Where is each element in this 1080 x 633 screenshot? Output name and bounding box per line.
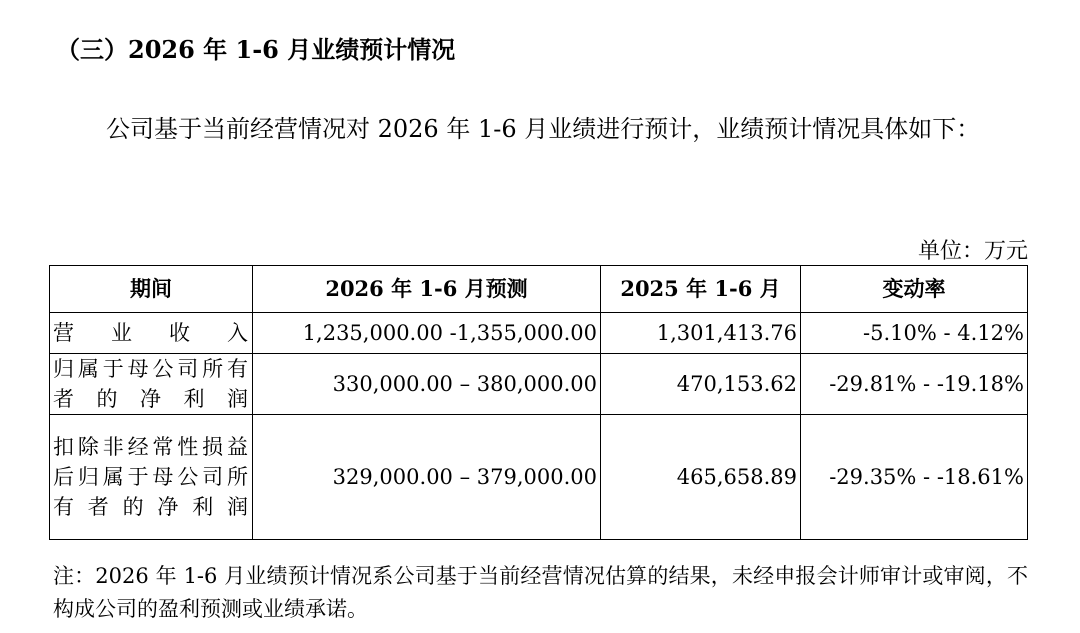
row-change: -29.81% - -19.18%: [801, 354, 1028, 415]
row-forecast: 1,235,000.00 -1,355,000.00: [253, 313, 601, 354]
table-header-row: [50, 266, 1028, 313]
row-period: 营业收入: [50, 313, 253, 354]
row-prior: 1,301,413.76: [601, 313, 801, 354]
intro-paragraph: 公司基于当前经营情况对 2026 年 1-6 月业绩进行预计，业绩预计情况具体如下：: [106, 115, 981, 143]
footnote: 注：2026 年 1-6 月业绩预计情况系公司基于当前经营情况估算的结果，未经申报会计师审计或审阅，不构成公司的盈利预测或业绩承诺。: [53, 564, 1028, 621]
row-forecast: 329,000.00 – 379,000.00: [253, 415, 601, 540]
section-title: （三）2026 年 1-6 月业绩预计情况: [56, 35, 456, 64]
performance-forecast-table: [49, 265, 1028, 540]
row-change: -5.10% - 4.12%: [801, 313, 1028, 354]
table-row: [50, 415, 1028, 540]
table-row: [50, 354, 1028, 415]
row-period: 归属于母公司所有者的净利润: [50, 354, 253, 415]
unit-label: 单位：万元: [917, 239, 1028, 264]
row-prior: 470,153.62: [601, 354, 801, 415]
table-row: [50, 313, 1028, 354]
header-period: 期间: [50, 266, 253, 313]
header-change: 变动率: [801, 266, 1028, 313]
header-forecast: 2026 年 1-6 月预测: [253, 266, 601, 313]
row-change: -29.35% - -18.61%: [801, 415, 1028, 540]
row-prior: 465,658.89: [601, 415, 801, 540]
row-forecast: 330,000.00 – 380,000.00: [253, 354, 601, 415]
header-prior: 2025 年 1-6 月: [601, 266, 801, 313]
row-period: 扣除非经常性损益后归属于母公司所有者的净利润: [50, 415, 253, 540]
